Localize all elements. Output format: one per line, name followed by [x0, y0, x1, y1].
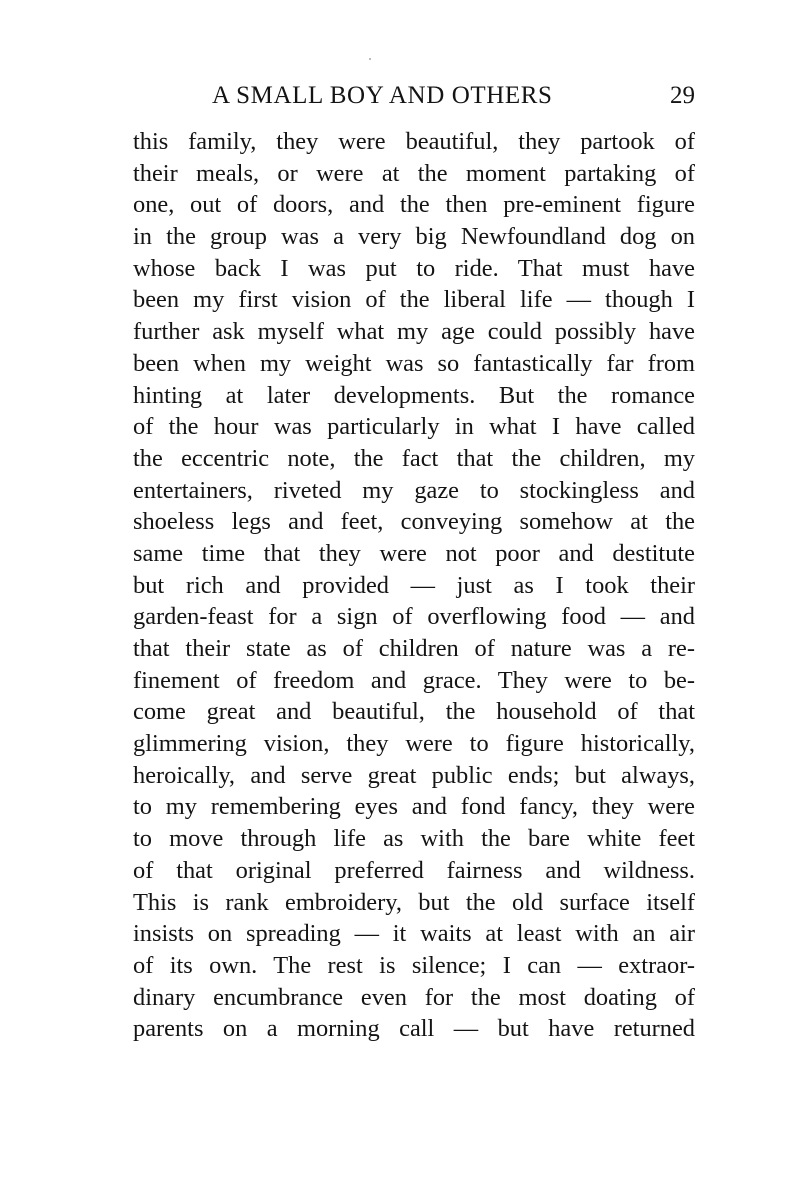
text-line: to move through life as with the bare white feet [133, 825, 695, 853]
running-head [133, 80, 695, 112]
scan-speck [369, 58, 371, 60]
text-line: one, out of doors, and the then pre-eminent figure [133, 191, 695, 219]
page-number: 29 [670, 82, 695, 109]
text-line: shoeless legs and feet, conveying somehow at the [133, 508, 695, 536]
text-line: but rich and provided — just as I took their [133, 571, 695, 599]
text-line: whose back I was put to ride. That must have [133, 254, 695, 282]
text-line: dinary encumbrance even for the most doating of [133, 983, 695, 1011]
text-line: of the hour was particularly in what I have called [133, 413, 695, 441]
text-line: their meals, or were at the moment partaking of [133, 159, 695, 187]
text-line: the eccentric note, the fact that the children, my [133, 444, 695, 472]
text-line: to my remembering eyes and fond fancy, they were [133, 793, 695, 821]
text-line: This is rank embroidery, but the old surface itself [133, 888, 695, 916]
text-line: been my first vision of the liberal life — though I [133, 286, 695, 314]
text-line: of that original preferred fairness and wildness. [133, 856, 695, 884]
text-line: further ask myself what my age could possibly have [133, 318, 695, 346]
text-line: insists on spreading — it waits at least with an air [133, 920, 695, 948]
text-line: garden-feast for a sign of overflowing food — and [133, 603, 695, 631]
body-text [133, 126, 695, 1045]
text-line: this family, they were beautiful, they partook of [133, 128, 695, 155]
running-title: A SMALL BOY AND OTHERS [212, 82, 553, 109]
text-line: entertainers, riveted my gaze to stockingless and [133, 476, 695, 504]
text-line: same time that they were not poor and destitute [133, 539, 695, 567]
text-line: hinting at later developments. But the romance [133, 381, 695, 409]
text-line: glimmering vision, they were to figure historically, [133, 730, 695, 758]
text-line: parents on a morning call — but have returned [133, 1015, 695, 1043]
text-line: come great and beautiful, the household of that [133, 698, 695, 726]
text-line: of its own. The rest is silence; I can — extraor- [133, 951, 695, 979]
text-line: in the group was a very big Newfoundland dog on [133, 223, 695, 251]
text-line: heroically, and serve great public ends; but always, [133, 761, 695, 789]
text-line: been when my weight was so fantastically far from [133, 349, 695, 377]
text-line: that their state as of children of nature was a re- [133, 635, 695, 662]
text-line: finement of freedom and grace. They were to be- [133, 666, 695, 694]
